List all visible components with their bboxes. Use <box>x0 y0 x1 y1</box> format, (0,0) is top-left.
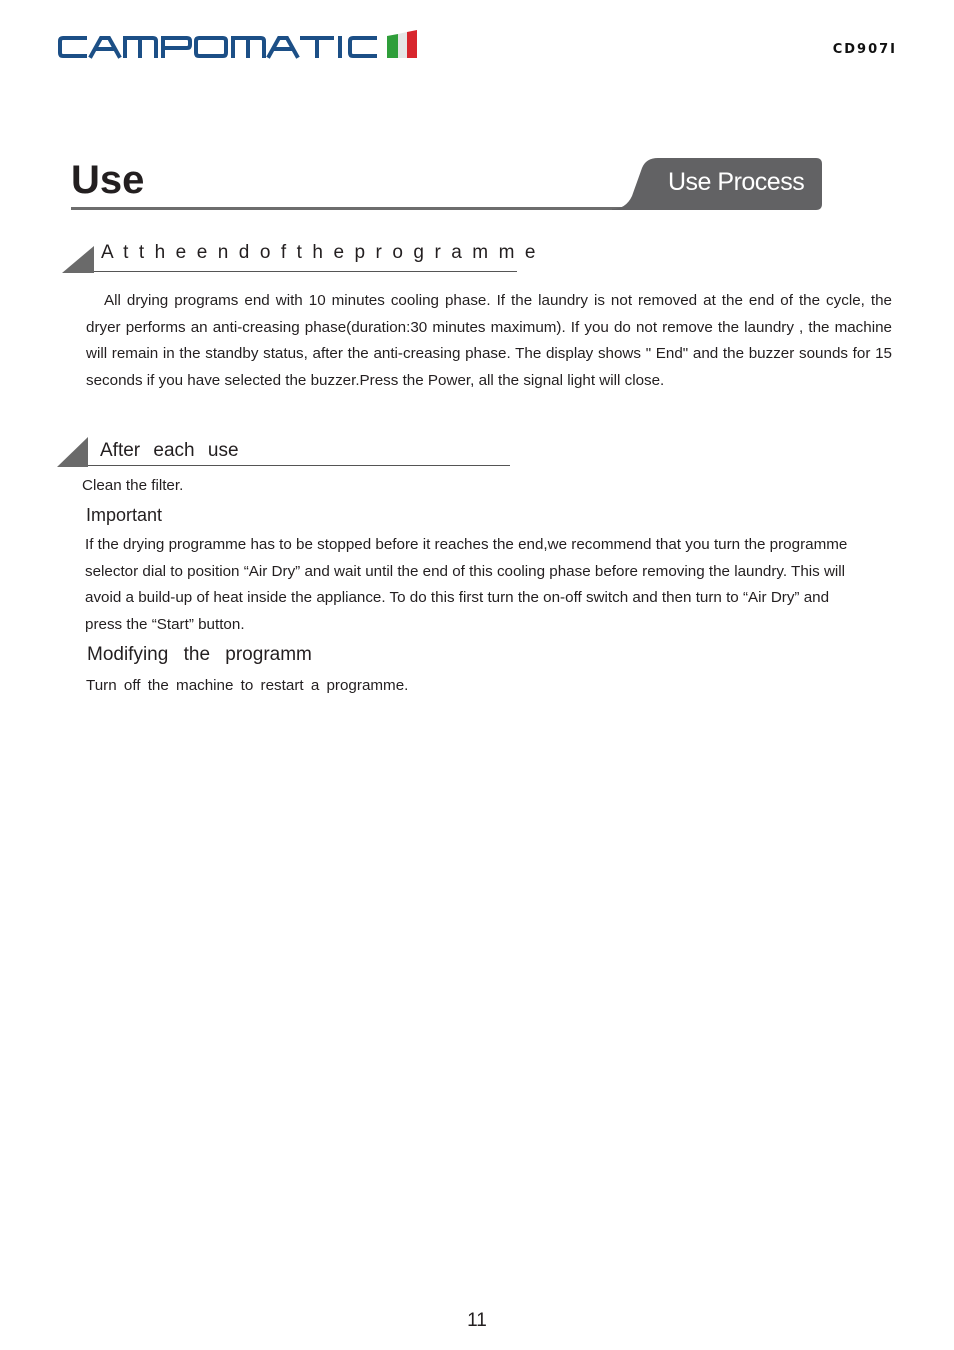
paragraph-modifying: Turn off the machine to restart a programme. <box>86 677 409 694</box>
model-number: CD907I <box>832 42 897 57</box>
brand-logo <box>57 30 419 65</box>
paragraph-end-of-programme: All drying programs end with 10 minutes cooling phase. If the laundry is not removed at the end of the cycle, the dryer performs an anti-creasing phase(duration:30 minutes maximum). If you do not remove the laundry , the machine will remain in the standby status, after the anti-creasing phase. The display shows " End" and the buzzer sounds for 15 seconds if you have selected the buzzer.Press the Power, all the signal light will close. <box>86 292 892 389</box>
section-divider <box>94 271 517 272</box>
section-heading-end-of-programme: A t t h e e n d o f t h e p r o g r a m m e <box>101 242 539 263</box>
title-underline <box>71 207 641 210</box>
modifying-heading: Modifying the programm <box>87 644 312 665</box>
paragraph-important: If the drying programme has to be stopped before it reaches the end,we recommend that you turn the programme selector dial to position “Air Dry” and wait until the end of this cooling phase before removing the laundry. This will avoid a build-up of heat inside the appliance. To do this first turn the on-off switch and then turn to “Air Dry” and press the “Start” button. <box>85 536 848 633</box>
section-marker-icon <box>57 437 88 472</box>
section-marker-icon <box>62 246 94 278</box>
paragraph-after-each-use: Clean the filter. <box>82 477 184 494</box>
section-heading-after-each-use: After each use <box>100 440 239 461</box>
page-title: Use <box>71 158 145 202</box>
page-number: 11 <box>467 1310 487 1331</box>
italy-flag-icon <box>387 30 417 58</box>
section-tab-label: Use Process <box>668 168 805 196</box>
section-divider <box>88 465 510 466</box>
important-heading: Important <box>86 505 163 525</box>
